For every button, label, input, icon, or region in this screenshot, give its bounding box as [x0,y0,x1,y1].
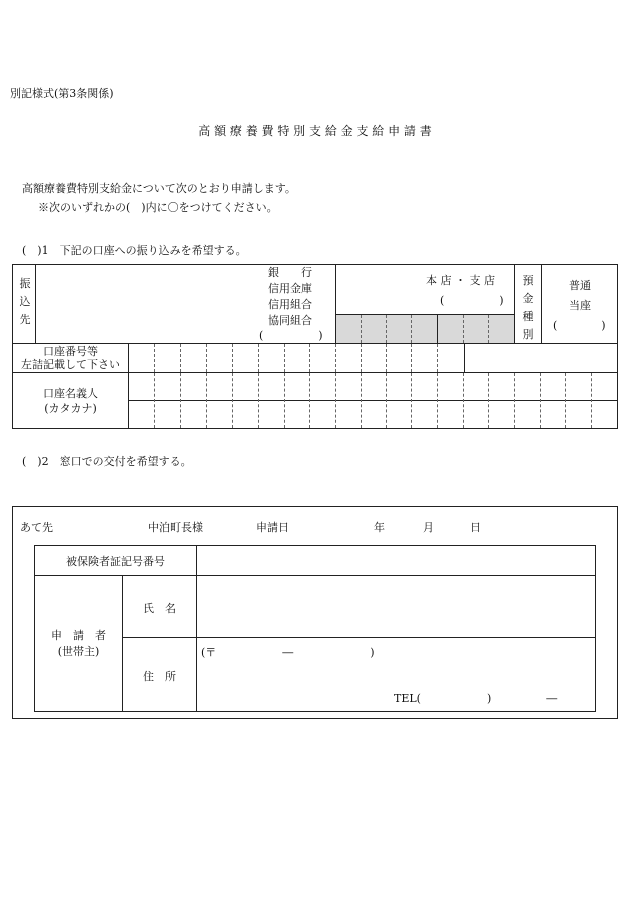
applicant-label: 申 請 者 (世帯主) [51,629,106,658]
branch-label: 本 店 ・ 支 店 [426,274,495,287]
postal-code-field[interactable]: (〒 ― ) [201,646,375,659]
month-label: 月 [423,521,434,534]
year-label: 年 [374,521,385,534]
form-reference: 別記様式(第3条関係) [10,87,114,100]
deposit-type-label: 預 金 種 別 [522,274,534,341]
instruction-text: ※次のいずれかの( )内に〇をつけてください。 [38,201,278,214]
telephone-field[interactable]: TEL( ) ― [394,692,558,705]
insured-number-label: 被保険者証記号番号 [66,555,165,568]
deposit-paren: ( ) [553,319,606,332]
account-number-label: 口座番号等 左詰記載して下さい [21,345,120,371]
addressee-label: あて先 [20,521,53,534]
day-label: 日 [470,521,481,534]
bank-type-list: 銀 行 信用金庫 信用組合 協同組合 [268,266,312,327]
name-field[interactable] [197,576,595,637]
account-holder-label: 口座名義人 (カタカナ) [43,387,98,415]
bank-name-paren: ( ) [259,329,323,342]
branch-paren: ( ) [440,294,504,307]
furikomi-label: 振 込 先 [19,277,31,326]
addressee-name: 中泊町長様 [148,521,203,534]
option-1-label[interactable]: ( )1 下記の口座への振り込みを希望する。 [22,244,247,257]
name-label: 氏 名 [143,602,176,615]
page-title: 高 額 療 養 費 特 別 支 給 金 支 給 申 請 書 [198,124,432,138]
address-label: 住 所 [143,670,176,683]
intro-text: 高額療養費特別支給金について次のとおり申請します。 [22,182,296,195]
option-2-label[interactable]: ( )2 窓口での交付を希望する。 [22,455,192,468]
application-date-label: 申請日 [256,521,289,534]
insured-number-field[interactable] [197,546,595,575]
deposit-type-options[interactable]: 普通 当座 [569,279,591,312]
